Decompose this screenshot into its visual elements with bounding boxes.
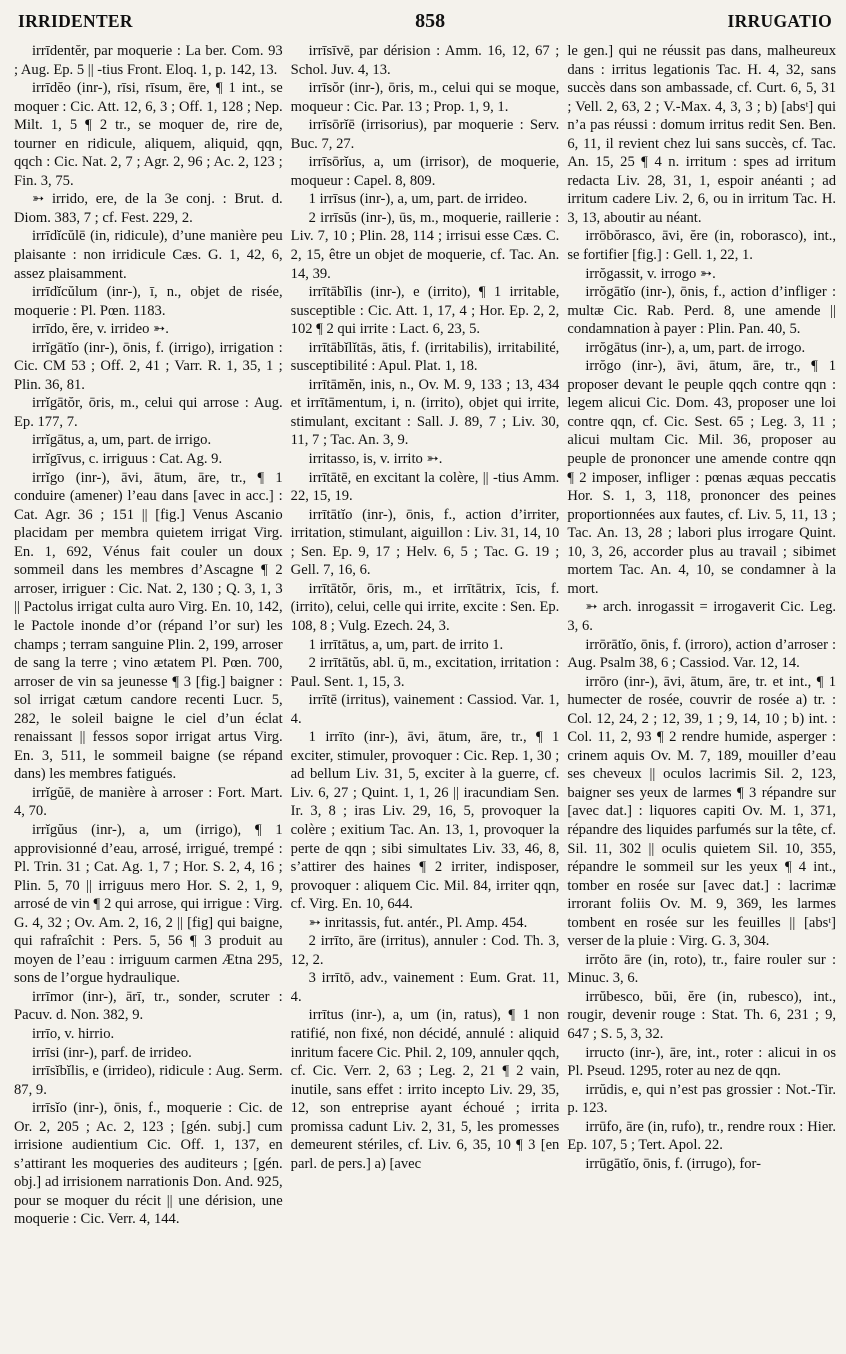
column-1	[14, 42, 283, 1352]
dictionary-entry: 1 irrīto (inr-), āvi, ātum, āre, tr., ¶ 1 exciter, stimuler, provoquer : Cic. Rep. 1, 30 ; ad bellum Liv. 31, 5, exciter à la guerre, cf. Liv. 6, 27 ; Quint. 1, 1, 26 || iracundiam Sen. Ir. 3, 8 ; iras Liv. 29, 16, 5, provoquer la colère ; exitium Tac. An. 13, 1, provoquer la perte de qqn ; sibi simultates Liv. 33, 46, 8, s’attirer des haines ¶ 2 irriter, indisposer, provoquer : aliquem Cic. Mil. 84, irriter qqn, cf. Virg. En. 10, 644.	[290, 729, 560, 913]
dictionary-entry: irrŏgātĭo (inr-), ōnis, f., action d’infliger : multæ Cic. Rab. Perd. 8, une amende || condamnation à payer : Plin. Pan. 40, 5.	[567, 284, 837, 338]
dictionary-entry: irructo (inr-), āre, int., roter : alicui in os Pl. Pseud. 1295, roter au nez de qqn.	[567, 1044, 837, 1080]
dictionary-entry: irrīmor (inr-), ārī, tr., sonder, scruter : Pacuv. d. Non. 382, 9.	[14, 988, 283, 1024]
dictionary-entry: irrūfo, āre (in, rufo), tr., rendre roux : Hier. Ep. 107, 5 ; Tert. Apol. 22.	[567, 1118, 837, 1154]
column-3	[567, 42, 836, 1352]
dictionary-entry: 2 irrīsŭs (inr-), ūs, m., moquerie, raillerie : Liv. 7, 10 ; Plin. 28, 114 ; irrisui esse Cæs. C. 2, 15, être un objet de moquerie, cf. Tac. An. 14, 39.	[290, 209, 560, 282]
dictionary-entry: irrītātŏr, ōris, m., et irrītātrix, īcis, f. (irrito), celui, celle qui irrite, excite : Sen. Ep. 108, 8 ; Vulg. Ezech. 24, 3.	[290, 580, 560, 634]
dictionary-entry: irrītātē, en excitant la colère, || -tius Amm. 22, 15, 19.	[290, 469, 560, 505]
dictionary-entry: irrītāmĕn, inis, n., Ov. M. 9, 133 ; 13, 434 et irrītāmentum, i, n. (irrito), objet qui irrite, stimulant, excitant : Sall. J. 89, 7 ; Liv. 30, 11, 7 ; Tac. An. 3, 9.	[290, 376, 560, 449]
dictionary-entry: irrĭgo (inr-), āvi, ātum, āre, tr., ¶ 1 conduire (amener) l’eau dans [avec in acc.] : Cat. Agr. 36 ; 151 || [fig.] Venus Ascanio placidam per membra quietem irrigat Virg. En. 1, 692, Vénus fait couler un doux sommeil dans les membres d’Ascagne ¶ 2 arroser, irriguer : Cic. Nat. 2, 130 ; Q. 3, 1, 3 || Pactolus irrigat culta auro Virg. En. 10, 142, le Pactole inonde d’or (répand l’or sur) les champs ; terram sanguine Plin. 2, 199, arroser de sang la terre ; vino ætatem Pl. Pœn. 700, arroser de vin sa jeunesse ¶ 3 [fig.] baigner : sol irrigat cætum candore recenti Lucr. 5, 282, le soleil baigne le ciel d’un éclat renaissant || fessos sopor irrigat artus Virg. En. 3, 511, le sommeil baigne (se répand dans) les membres fatigués.	[14, 469, 283, 783]
dictionary-entry: irrīsĭo (inr-), ōnis, f., moquerie : Cic. de Or. 2, 205 ; Ac. 2, 123 ; [gén. subj.] cum irrisione audientium Cic. Off. 1, 137, en s’attirant les moqueries des auditeurs ; [gén. obj.] ad irrisionem narrationis Don. And. 925, pour se moquer du récit || une dérision, une moquerie : Cic. Verr. 4, 144.	[14, 1100, 283, 1228]
page-header	[14, 10, 836, 40]
dictionary-entry: irrītātĭo (inr-), ōnis, f., action d’irriter, irritation, stimulant, aiguillon : Liv. 31, 14, 10 ; Sen. Ep. 9, 17 ; Helv. 6, 5 ; Tac. G. 19 ; Gell. 7, 16, 6.	[290, 506, 560, 579]
dictionary-entry: irrōrātĭo, ōnis, f. (irroro), action d’arroser : Aug. Psalm 38, 6 ; Cassiod. Var. 12, 14.	[567, 636, 837, 672]
dictionary-entry: ➳ irrido, ere, de la 3e conj. : Brut. d. Diom. 383, 7 ; cf. Fest. 229, 2.	[14, 191, 283, 226]
dictionary-entry: irrŭbesco, bŭi, ĕre (in, rubesco), int., rougir, devenir rouge : Stat. Th. 6, 231 ; 9, 647 ; S. 5, 3, 32.	[567, 988, 837, 1042]
dictionary-entry: irrōro (inr-), āvi, ātum, āre, tr. et int., ¶ 1 humecter de rosée, couvrir de rosée a) tr. : Col. 12, 24, 2 ; 12, 39, 1 ; 9, 14, 10 ; b) int. : Col. 11, 2, 93 ¶ 2 rendre humide, asperger : crinem aquis Ov. M. 7, 189, mouiller d’eau ses cheveux || oculos lacrimis Sil. 2, 123, baigner ses yeux de larmes ¶ 3 répandre sur [avec dat.] : liquores capiti Ov. M. 1, 371, répandre des liquides parfumés sur la tête, cf. Sil. 11, 302 || oculis quietem Sil. 10, 355, répandre le sommeil sur les yeux ¶ 4 int., tomber en rosée sur [avec dat.] : lacrimæ irrorant foliis Ov. M. 9, 369, les larmes tombent en rosée sur les feuilles || [absᵗ] verser de la pluie : Virg. G. 3, 304.	[567, 673, 837, 950]
dictionary-entry: irrītē (irritus), vainement : Cassiod. Var. 1, 4.	[290, 692, 560, 727]
page-number: 858	[415, 10, 446, 32]
dictionary-entry: irrīdĭcŭlum (inr-), ī, n., objet de risée, moquerie : Pl. Pœn. 1183.	[14, 284, 283, 319]
header-right-guideword: IRRUGATIO	[727, 11, 832, 31]
dictionary-entry: irrītus (inr-), a, um (in, ratus), ¶ 1 non ratifié, non fixé, non décidé, annulé : aliquid inritum facere Cic. Phil. 2, 109, annuler qqch, cf. Cic. Verr. 2, 63 ; Leg. 2, 21 ¶ 2 vain, inutile, sans effet : irrito incepto Liv. 29, 35, 12, son entreprise ayant échoué ; irrita promissa cadunt Liv. 2, 31, 5, les promesses demeurent stériles, cf. Liv. 6, 35, 10 ¶ 3 [en parl. de pers.] a) [avec	[290, 1007, 560, 1172]
dictionary-entry: 1 irrītātus, a, um, part. de irrito 1.	[308, 636, 504, 653]
dictionary-entry: 2 irrīto, āre (irritus), annuler : Cod. Th. 3, 12, 2.	[290, 933, 560, 968]
dictionary-entry: irrĭgātŏr, ōris, m., celui qui arrose : Aug. Ep. 177, 7.	[14, 395, 283, 430]
dictionary-entry: irrīsīvē, par dérision : Amm. 16, 12, 67 ; Schol. Juv. 4, 13.	[290, 43, 560, 78]
dictionary-entry: irrĭgātĭo (inr-), ōnis, f. (irrigo), irrigation : Cic. CM 53 ; Off. 2, 41 ; Varr. R. 1, 35, 1 ; Plin. 36, 81.	[14, 339, 283, 393]
dictionary-entry: irrĭgātus, a, um, part. de irrigo.	[32, 432, 212, 449]
dictionary-entry: irrīdĕo (inr-), rīsi, rīsum, ēre, ¶ 1 int., se moquer : Cic. Att. 12, 6, 3 ; Off. 1, 128 ; Nep. Milt. 1, 5 ¶ 2 tr., se moquer de, rire de, tourner en ridicule, aliquem, aliquid, qqn, qqch : Cic. Nat. 2, 7 ; Agr. 2, 96 ; Ac. 2, 123 ; Fin. 3, 75.	[14, 80, 283, 189]
dictionary-entry: irrīsōrĭus, a, um (irrisor), de moquerie, moqueur : Capel. 8, 809.	[290, 154, 560, 189]
dictionary-entry: irrĭgīvus, c. irriguus : Cat. Ag. 9.	[32, 451, 223, 468]
dictionary-entry: ➳ inritassis, fut. antér., Pl. Amp. 454.	[308, 914, 528, 931]
dictionary-entry: irrŏgo (inr-), āvi, ātum, āre, tr., ¶ 1 proposer devant le peuple qqch contre qqn : legem alicui Cic. Dom. 43, proposer une loi contre qqn, cf. Cic. Sest. 65 ; Leg. 3, 11 ; alicui multam Cic. Mil. 36, proposer au peuple de prononcer une amende contre qqn ¶ 2 imposer, infliger : pœnas æquas peccatis Hor. S. 1, 3, 118, prononcer des peines proportionnées aux fautes, cf. Liv. 5, 11, 13 ; Tac. An. 13, 28 ; labori plus irrogare Quint. 10, 3, 26, accorder plus au travail ; sibimet mortem Tac. An. 4, 10, se condamner à la mort.	[567, 358, 837, 597]
dictionary-entry: ➳ arch. inrogassit = irrogaverit Cic. Leg. 3, 6.	[567, 599, 837, 634]
dictionary-entry: irrīdentĕr, par moquerie : La ber. Com. 93 ; Aug. Ep. 5 || -tius Front. Eloq. 1, p. 142, 13.	[14, 43, 283, 78]
dictionary-entry: irrĭgŭē, de manière à arroser : Fort. Mart. 4, 70.	[14, 784, 283, 820]
dictionary-entry: irrōbŏrasco, āvi, ĕre (in, roborasco), int., se fortifier [fig.] : Gell. 1, 22, 1.	[567, 228, 837, 264]
dictionary-entry: irrītābĭlĭtās, ātis, f. (irritabilis), irritabilité, susceptibilité : Apul. Plat. 1, 18.	[290, 339, 560, 375]
dictionary-entry: 2 irrītātŭs, abl. ū, m., excitation, irritation : Paul. Sent. 1, 15, 3.	[290, 655, 560, 690]
dictionary-entry: irrŏgassit, v. irrogo ➳.	[585, 265, 716, 282]
dictionary-entry: irrīsŏr (inr-), ōris, m., celui qui se moque, moqueur : Cic. Par. 13 ; Prop. 1, 9, 1.	[290, 80, 560, 115]
dictionary-entry: 1 irrīsus (inr-), a, um, part. de irrideo.	[308, 191, 528, 208]
dictionary-entry: le gen.] qui ne réussit pas dans, malheureux dans : irritus legationis Tac. H. 4, 32, sans succès dans son ambassade, cf. Curt. 6, 5, 31 ; Vell. 2, 63, 2 ; V.-Max. 4, 3, 3 ; b) [absᵗ] qui n’a pas réussi : domum irritus redit Sen. Ben. 6, 11, il revient chez lui sans succès, cf. Tac. An. 15, 25 ¶ 4 n. irritum : spes ad irritum redacta Liv. 28, 31, 1, espoir anéanti ; ad irritum cadere Liv. 2, 6, ou in irritum Tac. H. 3, 13, aboutir au néant.	[567, 43, 837, 226]
dictionary-entry: irrīo, v. hirrio.	[32, 1025, 115, 1042]
header-left-guideword: IRRIDENTER	[18, 11, 133, 31]
dictionary-entry: irrīsōrĭē (irrisorius), par moquerie : Serv. Buc. 7, 27.	[290, 117, 560, 152]
dictionary-entry: irrīsĭbĭlis, e (irrideo), ridicule : Aug. Serm. 87, 9.	[14, 1063, 283, 1098]
dictionary-entry: irritasso, is, v. irrito ➳.	[308, 451, 443, 468]
dictionary-entry: irrĭgŭus (inr-), a, um (irrigo), ¶ 1 approvisionné d’eau, arrosé, irrigué, trempé : Pl. Trin. 31 ; Cat. Ag. 1, 7 ; Hor. S. 2, 4, 16 ; Plin. 5, 70 || irriguus mero Hor. S. 2, 1, 9, arrosé de vin ¶ 2 qui arrose, qui irrigue : Virg. G. 4, 32 ; Ov. Am. 2, 16, 2 || [fig] qui baigne, qui rafraîchit : Pers. 5, 56 ¶ 3 produit au moyen de l’eau : irriguum carmen Ætna 295, sons de l’orgue hydraulique.	[14, 821, 283, 987]
dictionary-entry: irrītābĭlis (inr-), e (irrito), ¶ 1 irritable, susceptible : Cic. Att. 1, 17, 4 ; Hor. Ep. 2, 2, 102 ¶ 2 qui irrite : Lact. 6, 23, 5.	[290, 284, 560, 338]
dictionary-entry: irrūgātĭo, ōnis, f. (irrugo), for-	[585, 1155, 761, 1172]
dictionary-entry: irrīdo, ĕre, v. irrideo ➳.	[32, 321, 169, 338]
dictionary-entry: irrŭdis, e, qui n’est pas grossier : Not.-Tir. p. 123.	[567, 1081, 837, 1117]
dictionary-entry: irrīsi (inr-), parf. de irrideo.	[32, 1044, 192, 1061]
dictionary-entry: 3 irrītō, adv., vainement : Eum. Grat. 11, 4.	[290, 970, 560, 1005]
dictionary-entry: irrŏto āre (in, roto), tr., faire rouler sur : Minuc. 3, 6.	[567, 951, 837, 987]
columns	[14, 42, 836, 1352]
dictionary-entry: irrīdĭcŭlē (in, ridicule), d’une manière peu plaisante : non irridicule Cæs. G. 1, 42, 6, assez plaisamment.	[14, 228, 283, 282]
column-2	[291, 42, 560, 1352]
dictionary-entry: irrŏgātus (inr-), a, um, part. de irrogo.	[585, 339, 806, 356]
